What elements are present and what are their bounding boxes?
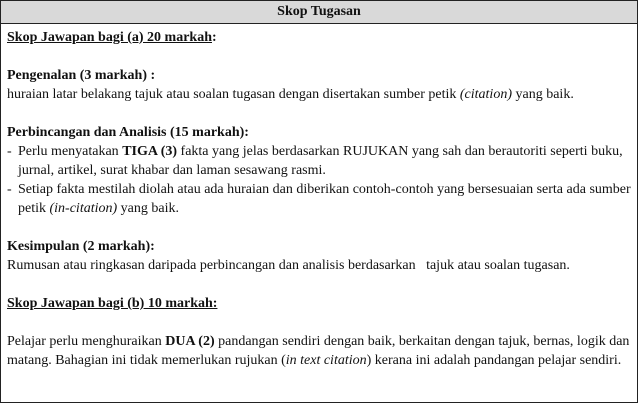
bullet2-text-end: yang baik. [117,201,179,216]
bullet-dash: - [7,182,12,197]
section-b-text [7,332,631,370]
bullet1-text-start: Perlu menyatakan [18,144,123,159]
intro-text-citation: (citation) [459,87,512,102]
table-header [1,1,637,24]
bullet-dash: - [7,144,12,159]
section-b-text-start: Pelajar perlu menghuraikan [7,334,166,349]
bullet-text [18,142,631,180]
intro-text [7,85,631,104]
header-title: Skop Tugasan [277,4,361,19]
section-b-text-bold: DUA (2) [165,334,215,349]
section-b-title: Skop Jawapan bagi (b) 10 markah: [7,296,218,311]
section-b-text-end: ) kerana ini adalah pandangan pelajar sendiri. [366,353,622,368]
section-a-heading [7,28,631,47]
discussion-bullet-2 [7,180,631,218]
section-b-text-italic: in text citation [285,353,367,368]
section-a-title-colon: : [212,30,217,45]
bullet-text [18,180,631,218]
intro-text-main: huraian latar belakang tajuk atau soalan tugasan dengan disertakan sumber petik [7,87,460,102]
discussion-bullet-1 [7,142,631,180]
discussion-title: Perbincangan dan Analisis (15 markah): [7,125,249,140]
conclusion-title: Kesimpulan (2 markah): [7,239,155,254]
conclusion-text: Rumusan atau ringkasan daripada perbincangan dan analisis berdasarkan tajuk atau soalan tugasan. [7,258,570,273]
bullet2-text-start: Setiap fakta mestilah diolah atau ada huraian dan diberikan contoh-contoh yang bersesuaian serta ada sumber petik [18,182,631,216]
section-a-title: Skop Jawapan bagi (a) 20 markah [7,30,212,45]
bullet2-text-italic: (in-citation) [49,201,118,216]
section-b-text-mid: pandangan sendiri dengan baik, berkaitan dengan tajuk, bernas, logik dan matang. Bahagian ini tidak memerlukan rujukan ( [7,334,630,368]
table-body [1,24,637,370]
intro-title: Pengenalan (3 markah) : [7,68,156,83]
bullet1-text-bold: TIGA (3) [122,144,178,159]
intro-text-end: yang baik. [512,87,574,102]
bullet1-text-end: fakta yang jelas berdasarkan RUJUKAN yang sah dan berautoriti seperti buku, jurnal, artikel, surat khabar dan laman sesawang rasmi. [18,144,623,178]
